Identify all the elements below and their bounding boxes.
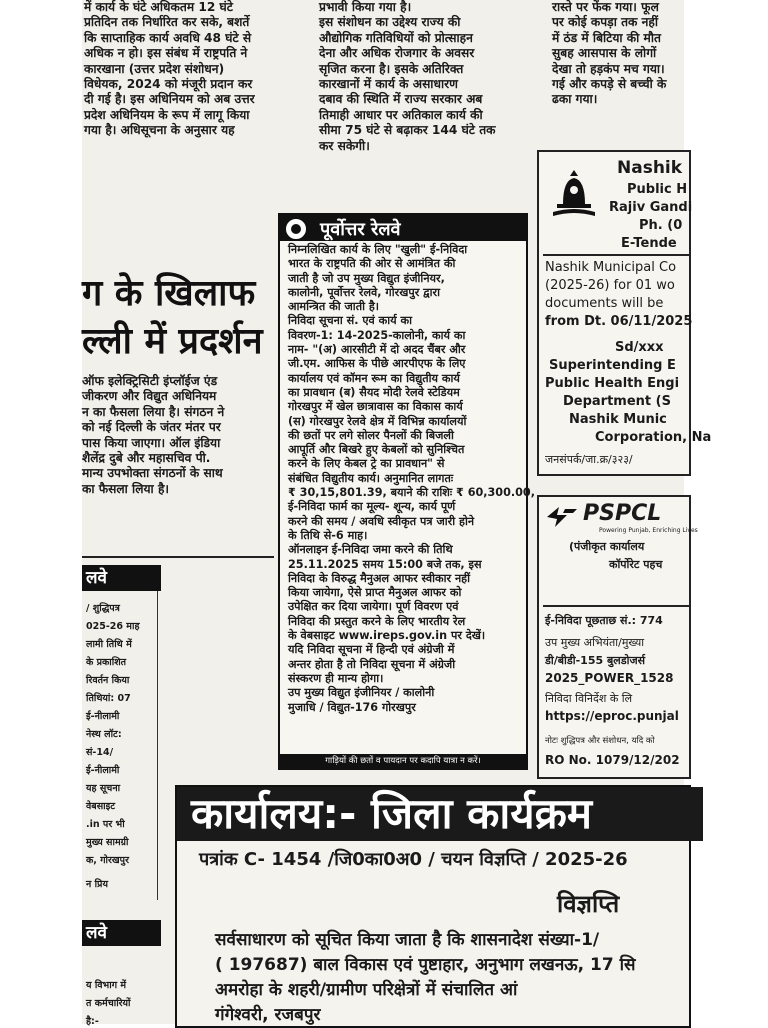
pspcl-line: उप मुख्य अभियंता/मुख्या	[545, 636, 645, 649]
pspcl-tagline: Powering Punjab, Enriching Lives	[599, 527, 698, 534]
article-divider	[82, 556, 274, 558]
stub-line: वेबसाइट	[86, 801, 116, 812]
notice-line: आमन्त्रित की जाती है।	[288, 300, 380, 314]
banner-line: ( 197687) बाल विकास एवं पुष्टाहार, अनुभाग लखनऊ, 17 सि	[215, 955, 636, 975]
article-line: देखा तो हड़कंप मच गया।	[552, 61, 665, 76]
article-line: सृजित करना है। इसके अतिरिक्त	[319, 61, 464, 76]
article-line: दबाव की स्थिति में राज्य सरकार अब	[319, 92, 483, 107]
top-middle-article	[319, 0, 524, 154]
article-line: कारखानों में कार्य के असाधारण	[319, 77, 458, 92]
banner-line: अमरोहा के शहरी/ग्रामीण परिक्षेत्रों में संचालित आं	[215, 980, 518, 1000]
article-line: विधेयक, 2024 को मंजूरी प्रदान कर	[84, 77, 253, 92]
stub-line: .in पर भी	[86, 819, 125, 830]
headline-article-body	[82, 374, 280, 497]
notice-line: जी.एम. आफिस के पीछे आरपीएफ के लिए	[288, 357, 466, 371]
stub-line: ई-नीलामी	[86, 711, 120, 722]
article-line: प्रभावी किया गया है।	[319, 0, 412, 14]
pspcl-divider	[543, 605, 689, 607]
article-line: में कार्य के घंटे अधिकतम 12 घंटे	[84, 0, 233, 14]
railway-header	[280, 215, 526, 241]
railway-footer: गाड़ियों की छतों व पायदान पर कदापि यात्रा न करें।	[280, 754, 526, 768]
article-line: शैलेंद्र दुबे और महासचिव पी.	[82, 451, 211, 466]
nashik-line: जनसंपर्क/जा.क्र/३२३/	[545, 453, 633, 466]
article-line: कि साप्ताहिक कार्य अवधि 48 घंटे से	[84, 30, 252, 45]
pspcl-line: डी/बीडी-155 बुलडोजर्स	[545, 654, 646, 667]
railway-stub-notice-2	[82, 920, 157, 1027]
article-line: दी गई है। इस अधिनियम को अब उत्तर	[84, 92, 255, 107]
article-line: इस संशोधन का उद्देश्य राज्य की	[319, 15, 461, 30]
notice-line: नाम- "(अ) आरसीटी में दो अदद चैंबर और	[288, 343, 466, 357]
banner-reference: पत्रांक C- 1454 /जि0का0अ0 / चयन विज्ञप्ति / 2025-26	[199, 849, 628, 870]
nashik-line: E-Tende	[621, 236, 677, 251]
article-line: अधिक न हो। इस संबंध में राष्ट्रपति ने	[84, 46, 248, 61]
article-line: में ठंड में बिटिया की मौत	[552, 30, 661, 45]
article-line: सुबह आसपास के लोगों	[552, 46, 657, 61]
banner-line: सर्वसाधारण को सूचित किया जाता है कि शासनादेश संख्या-1/	[215, 930, 600, 950]
article-line: गई और कपड़े से बच्ची के	[552, 77, 667, 92]
notice-line: की छतों पर लगे सोलर पैनलों की बिजली	[288, 428, 454, 442]
stub-line: यह सूचना	[86, 783, 121, 794]
nashik-name: Nashik	[617, 158, 683, 178]
article-line: को नई दिल्ली के जंतर मंतर पर	[82, 420, 221, 435]
notice-line: के वेबसाइट www.ireps.gov.in पर देखें।	[288, 629, 486, 643]
notice-line: निविदा के विरुद्ध मैनुअल आफर स्वीकार नहीं	[288, 571, 471, 585]
stub-line: 025-26 माह	[86, 621, 140, 632]
railway-logo-icon	[286, 219, 306, 239]
article-line: प्रतिदिन तक निर्धारित कर सके, बशर्ते	[84, 15, 250, 30]
notice-line: निविदा की प्रस्तुत करने के लिए भारतीय रेल	[288, 614, 466, 628]
notice-line: (स) गोरखपुर रेलवे क्षेत्र में विभिन्न कार्यालयों	[288, 414, 467, 428]
notice-line: संबंधित विद्युतीय कार्य। अनुमानित लागतः	[288, 471, 454, 485]
nashik-line: Corporation, Na	[595, 430, 712, 445]
nashik-line: from Dt. 06/11/2025	[545, 314, 693, 329]
pspcl-line: RO No. 1079/12/202	[545, 753, 680, 767]
nashik-line: documents will be	[545, 296, 664, 311]
headline	[82, 270, 277, 366]
nashik-line: Nashik Municipal Co	[545, 260, 677, 275]
article-line: मान्य उपभोक्ता संगठनों के साथ	[82, 466, 223, 481]
notice-line: ऑनलाइन ई-निविदा जमा करने की तिथि	[288, 543, 453, 557]
notice-line: निम्नलिखित कार्य के लिए "खुली" ई-निविदा	[288, 243, 468, 256]
article-line: न का फैसला लिया है। संगठन ने	[82, 404, 225, 419]
nashik-line: Public H	[627, 182, 688, 197]
stub-line: नेस्थ लॉट:	[86, 729, 122, 740]
article-line: प्रदेश अधिनियम के रूप में लागू किया	[84, 107, 250, 122]
nashik-line: Superintending E	[549, 358, 676, 373]
article-line: पर कोई कपड़ा तक नहीं	[552, 15, 659, 30]
nashik-line: Department (S	[563, 394, 671, 409]
stub-line: न प्रिय	[86, 879, 108, 890]
article-line: औद्योगिक गतिविधियों को प्रोत्साहन	[319, 30, 473, 45]
notice-line: आपूर्ति और बिखरे हुए केबलों को सुनिश्चित	[288, 443, 465, 457]
railway-notice-body	[288, 243, 535, 715]
article-line: का फैसला लिया है।	[82, 481, 170, 496]
article-line: ऑफ इलेक्ट्रिसिटी इंप्लॉईज एंड	[82, 374, 218, 388]
notice-line: ई-निविदा फार्म का मूल्य- शून्य, कार्य पूर्ण	[288, 500, 456, 514]
notice-line: भारत के राष्ट्रपति की ओर से आमंत्रित की	[288, 257, 456, 271]
nashik-line: (2025-26) for 01 wo	[545, 278, 675, 293]
nashik-emblem-icon	[549, 166, 599, 218]
article-line: देना और अधिक रोजगार के अवसर	[319, 46, 475, 61]
pspcl-logo-text: PSPCL	[583, 501, 662, 526]
headline-line-1: ग के खिलाफ	[82, 273, 256, 314]
article-line: सीमा 75 घंटे से बढ़ाकर 144 घंटे तक	[319, 123, 496, 138]
stub-header: लवे	[82, 565, 161, 591]
article-line: गया है। अधिसूचना के अनुसार यह	[84, 123, 235, 138]
stub-line: क, गोरखपुर	[86, 855, 129, 866]
notice-line: करने के लिए केबल ट्रे का प्रावधान" से	[288, 457, 445, 471]
notice-line: संस्करण ही मान्य होगा।	[288, 671, 384, 685]
banner-subtitle: विज्ञप्ति	[557, 890, 620, 918]
headline-line-2: ल्ली में प्रदर्शन	[82, 321, 263, 362]
nashik-line: Sd/xxx	[615, 340, 664, 355]
pspcl-line: (पंजीकृत कार्यालय	[569, 540, 645, 553]
pspcl-logo-icon	[545, 505, 579, 529]
notice-line: किया जायेगा, ऐसे प्राप्त मैनुअल आफर को	[288, 586, 462, 600]
article-line: कारखाना (उत्तर प्रदेश संशोधन)	[84, 61, 225, 76]
notice-line: कार्यालय एवं कॉमन रूम का विद्युतीय कार्य	[288, 371, 460, 385]
article-line: तिमाही आधार पर अतिकाल कार्य की	[319, 107, 483, 122]
notice-line: उपेक्षित कर दिया जायेगा। पूर्ण विवरण एवं	[288, 600, 459, 614]
stub-line: / शुद्धिपत्र	[86, 603, 120, 614]
notice-line: निविदा सूचना सं. एवं कार्य का	[288, 314, 412, 328]
notice-line: विवरण-1: 14-2025-कालोनी, कार्य का	[288, 328, 466, 342]
top-left-article	[84, 0, 304, 139]
nashik-divider	[543, 254, 689, 256]
notice-line: मुजाधि / विद्युत-176 गोरखपुर	[288, 700, 416, 714]
top-right-article	[552, 0, 687, 108]
notice-line: ₹ 30,15,801.39, बयाने की राशिः ₹ 60,300.00,	[288, 486, 535, 500]
stub-line: है:-	[86, 1016, 99, 1027]
nashik-line: Rajiv Gandi	[609, 200, 693, 215]
stub-line: के प्रकाशित	[86, 657, 127, 668]
banner-line: गंगेश्वरी, रजबपुर	[215, 1005, 321, 1025]
notice-line: जाती है जो उप मुख्य विद्युत इंजीनियर,	[288, 271, 445, 285]
stub-line: य विभाग में	[86, 980, 127, 991]
article-line: कर सकेगी।	[319, 138, 370, 153]
notice-line: गोरखपुर में खेल छात्रावास का विकास कार्य	[288, 400, 463, 414]
pspcl-line: निविदा विनिर्देश के लि	[545, 692, 633, 705]
article-line: ढका गया।	[552, 92, 598, 107]
notice-line: 25.11.2025 समय 15:00 बजे तक, इस	[288, 557, 482, 571]
stub-line: त कर्मचारियों	[86, 998, 131, 1009]
notice-line: करने की समय / अवधि स्वीकृत पत्र जारी होने	[288, 514, 475, 528]
stub-line: सं-14/	[86, 747, 114, 758]
pspcl-line: नोटः शुद्धिपत्र और संशोधन, यदि को	[545, 736, 655, 746]
pspcl-line: ई-निविदा पूछताछ सं.: 774	[545, 614, 663, 627]
pspcl-line: 2025_POWER_1528	[545, 671, 674, 685]
notice-line: अन्तर होता है तो निविदा सूचना में अंग्रेजी	[288, 657, 456, 671]
stub-line: रिवर्तन किया	[86, 675, 130, 686]
railway-tender-notice	[278, 213, 535, 770]
article-line: पास किया जाएगा। ऑल इंडिया	[82, 435, 221, 450]
notice-line: यदि निविदा सूचना में हिन्दी एवं अंग्रेजी में	[288, 643, 455, 657]
pspcl-url: https://eproc.punjal	[545, 709, 679, 723]
banner-title: कार्यालय:- जिला कार्यक्रम	[177, 787, 703, 841]
stub-line: लामी तिथि में	[86, 639, 132, 650]
nashik-line: Nashik Munic	[569, 412, 667, 427]
pspcl-line: कॉर्पोरेट पहच	[609, 558, 663, 571]
railway-title: पूर्वोत्तर रेलवे	[320, 219, 401, 240]
stub-header: लवे	[82, 920, 161, 946]
pspcl-tender-notice	[537, 495, 698, 779]
newspaper-page	[82, 0, 712, 1027]
notice-line: कालोनी, पूर्वोत्तर रेलवे, गोरखपुर द्वारा	[288, 285, 440, 299]
nashik-line: Ph. (0	[639, 218, 683, 233]
article-line: जीकरण और विद्युत अधिनियम	[82, 389, 217, 404]
stub-line: ई-नीलामी	[86, 765, 120, 776]
notice-line: उप मुख्य विद्युत इंजीनियर / कालोनी	[288, 686, 435, 700]
notice-line: के तिथि से-6 माह।	[288, 528, 368, 542]
nashik-tender-notice	[537, 150, 712, 476]
stub-line: मुख्य सामग्री	[86, 837, 129, 848]
stub-line: तिथियां: 07	[86, 693, 131, 704]
district-office-notice	[175, 785, 691, 1028]
notice-line: का प्रावधान (ब) सैयद मोदी रेलवे स्टेडियम	[288, 385, 460, 399]
railway-stub-notice	[82, 565, 158, 900]
article-line: रास्ते पर फेंक गया। फूल	[552, 0, 659, 14]
nashik-line: Public Health Engi	[545, 376, 680, 391]
